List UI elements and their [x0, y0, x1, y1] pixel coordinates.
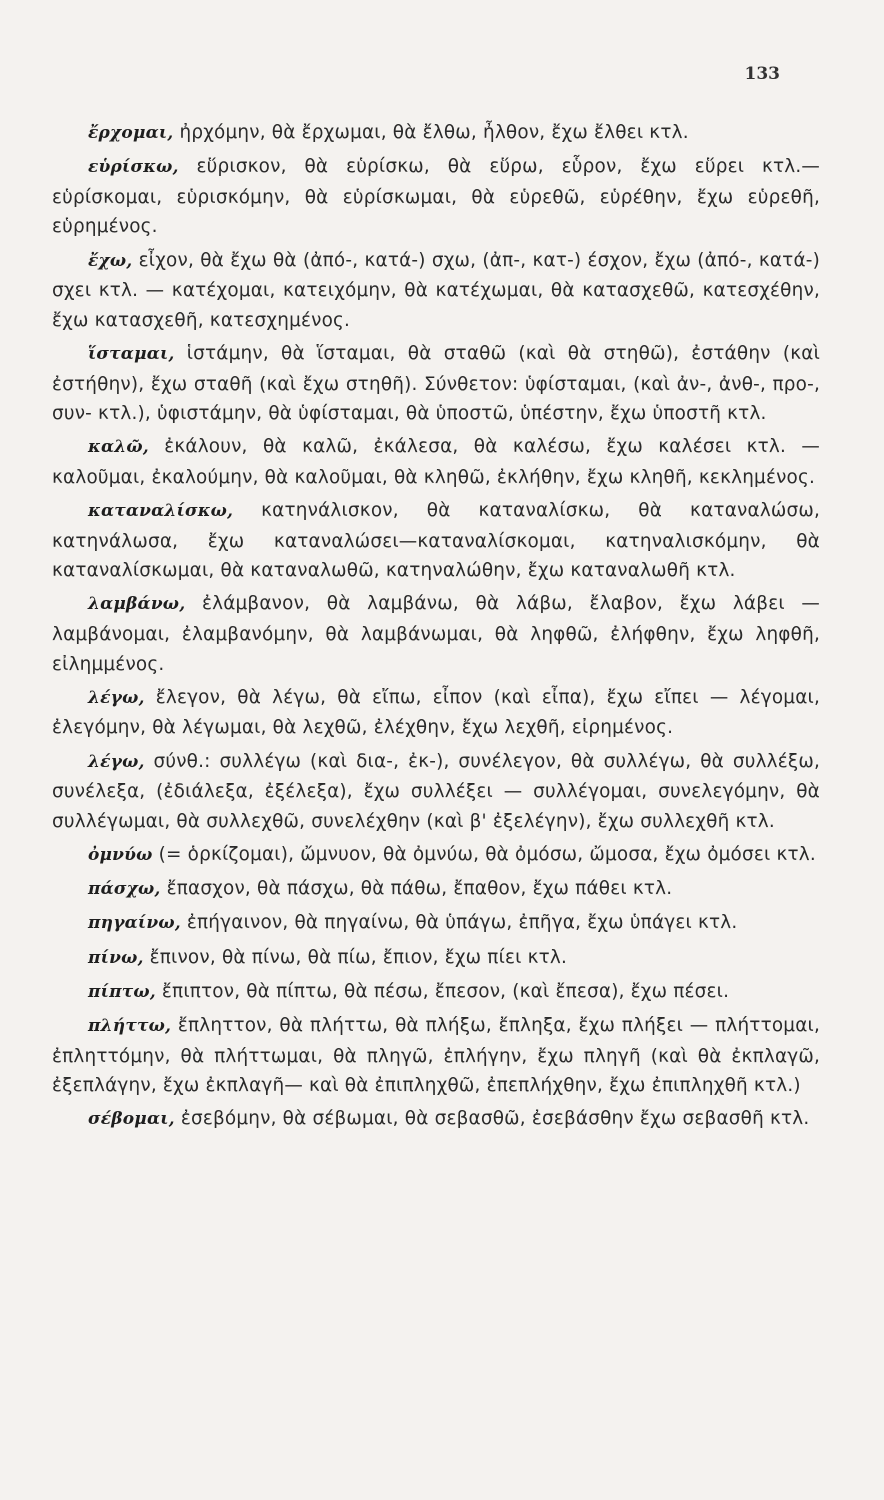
entry-lemma: πάσχω, [88, 879, 161, 900]
entry-forms: ἐκάλουν, θὰ καλῶ, ἐκάλεσα, θὰ καλέσω, ἔχω καλέσει κτλ. — καλοῦμαι, ἐκαλούμην, θὰ καλοῦμαι, θὰ κληθῶ, ἐκλήθην, ἔχω κληθῆ, κεκλημένος. [52, 436, 820, 488]
entry-forms: (= ὁρκίζομαι), ὤμνυον, θὰ ὀμνύω, θὰ ὀμόσω, ὤμοσα, ἔχω ὀμόσει κτλ. [152, 844, 816, 865]
entry-forms: ἱστάμην, θὰ ἵσταμαι, θὰ σταθῶ (καὶ θὰ στηθῶ), ἐστάθην (καὶ ἐστήθην), ἔχω σταθῆ (καὶ ἔχω στηθῆ). Σύνθετον: ὑφίσταμαι, (καὶ ἀν-, ἀνθ-, προ-, συν- κτλ.), ὑφιστάμην, θὰ ὑφίσταμαι, θὰ ὑποστῶ, ὑπέστην, ἔχω ὑποστῆ κτλ. [52, 342, 820, 425]
entry-pegaino [52, 908, 820, 939]
entry-sebomai [52, 1104, 820, 1135]
entry-katanalisko [52, 496, 820, 586]
entry-lemma: εὑρίσκω, [88, 157, 179, 178]
entry-erchomai [52, 118, 820, 149]
entry-lemma: ὀμνύω [88, 845, 153, 865]
entry-lemma: λέγω, [88, 687, 145, 708]
entry-forms: σύνθ.: συλλέγω (καὶ δια-, ἐκ-), συνέλεγον, θὰ συλλέγω, θὰ συλλέξω, συνέλεξα, (ἐδιάλεξα, ἐξέλεξα), ἔχω συλλέξει — συλλέγομαι, συνελεγόμην, θὰ συλλέγωμαι, θὰ συλλεχθῶ, συνελέχθην (καὶ β' ἐξελέγην), ἔχω συλλεχθῆ κτλ. [52, 750, 820, 832]
entry-pascho [52, 874, 820, 905]
entry-forms: ἔλεγον, θὰ λέγω, θὰ εἴπω, εἶπον (καὶ εἶπα), ἔχω εἴπει — λέγομαι, ἐλεγόμην, θὰ λέγωμαι, θὰ λεχθῶ, ἐλέχθην, ἔχω λεχθῆ, εἰρημένος. [52, 686, 820, 739]
entry-lemma: σέβομαι, [88, 1109, 175, 1130]
entry-lemma: πίνω, [88, 947, 144, 968]
entry-omnyo [52, 840, 820, 871]
entry-lemma: ἔχω, [88, 250, 133, 271]
entry-pipto [52, 977, 820, 1008]
entry-forms: ἔπληττον, θὰ πλήττω, θὰ πλήξω, ἔπληξα, ἔχω πλήξει — πλήττομαι, ἐπληττόμην, θὰ πλήττωμαι, θὰ πληγῶ, ἐπλήγην, ἔχω πληγῆ (καὶ θὰ ἐκπλαγῶ, ἐξεπλάγην, ἔχω ἐκπλαγῆ— καὶ θὰ ἐπιπληχθῶ, ἐπεπλήχθην, ἔχω ἐπιπληχθῆ κτλ.) [52, 1014, 820, 1097]
page-number: 133 [744, 64, 780, 84]
entry-lego-compound [52, 747, 820, 837]
entry-forms: ἔπινον, θὰ πίνω, θὰ πίω, ἔπιον, ἔχω πίει κτλ. [143, 946, 568, 968]
entry-forms: κατηνάλισκον, θὰ καταναλίσκω, θὰ καταναλώσω, κατηνάλωσα, ἔχω καταναλώσει—καταναλίσκομαι, κατηναλισκόμην, θὰ καταναλίσκωμαι, θὰ καταναλωθῶ, κατηναλώθην, ἔχω καταναλωθῆ κτλ. [52, 500, 820, 582]
entry-echo [52, 246, 820, 336]
entry-lemma: καλῶ, [88, 437, 149, 458]
entry-kalo [52, 432, 820, 492]
entry-plitto [52, 1011, 820, 1101]
entry-lemma: πηγαίνω, [88, 913, 181, 934]
entry-lemma: πίπτω, [88, 981, 156, 1002]
entry-forms: ἠρχόμην, θὰ ἔρχωμαι, θὰ ἔλθω, ἦλθον, ἔχω ἔλθει κτλ. [173, 122, 689, 143]
entry-lemma: ἔρχομαι, [88, 123, 174, 143]
entry-forms: ἐλάμβανον, θὰ λαμβάνω, θὰ λάβω, ἔλαβον, ἔχω λάβει — λαμβάνομαι, ἐλαμβανόμην, θὰ λαμβάνωμαι, θὰ ληφθῶ, ἐλήφθην, ἔχω ληφθῆ, εἰλημμένος. [52, 593, 820, 675]
entry-lemma: λαμβάνω, [88, 594, 186, 615]
verb-entries [52, 118, 820, 1135]
entry-lemma: καταναλίσκω, [88, 501, 234, 522]
entry-pino [52, 943, 820, 974]
entry-lambano [52, 589, 820, 679]
entry-lemma: λέγω, [88, 751, 145, 772]
entry-forms: εὕρισκον, θὰ εὑρίσκω, θὰ εὕρω, εὗρον, ἔχω εὕρει κτλ.— εὑρίσκομαι, εὑρισκόμην, θὰ εὑρίσκωμαι, θὰ εὑρεθῶ, εὑρέθην, ἔχω εὑρεθῆ, εὑρημένος. [52, 156, 820, 238]
entry-forms: ἔπασχον, θὰ πάσχω, θὰ πάθω, ἔπαθον, ἔχω πάθει κτλ. [160, 878, 673, 900]
entry-lemma: πλήττω, [88, 1015, 172, 1036]
entry-forms: ἔπιπτον, θὰ πίπτω, θὰ πέσω, ἔπεσον, (καὶ ἔπεσα), ἔχω πέσει. [155, 980, 730, 1002]
entry-lemma: ἵσταμαι, [88, 343, 175, 364]
entry-forms: εἶχον, θὰ ἔχω θὰ (ἀπό-, κατά-) σχω, (ἀπ-, κατ-) έσχον, ἔχω (ἀπό-, κατά-) σχει κτλ. — κατέχομαι, κατειχόμην, θὰ κατέχωμαι, θὰ κατασχεθῶ, κατεσχέθην, ἔχω κατασχεθῆ, κατεσχημένος. [52, 249, 820, 331]
entry-forms: ἐσεβόμην, θὰ σέβωμαι, θὰ σεβασθῶ, ἐσεβάσθην ἔχω σεβασθῆ κτλ. [174, 1108, 810, 1130]
entry-lego [52, 683, 820, 743]
entry-forms: ἐπήγαινον, θὰ πηγαίνω, θὰ ὑπάγω, ἐπῆγα, ἔχω ὑπάγει κτλ. [180, 912, 738, 934]
entry-histamai [52, 339, 820, 429]
entry-heurisko [52, 152, 820, 242]
